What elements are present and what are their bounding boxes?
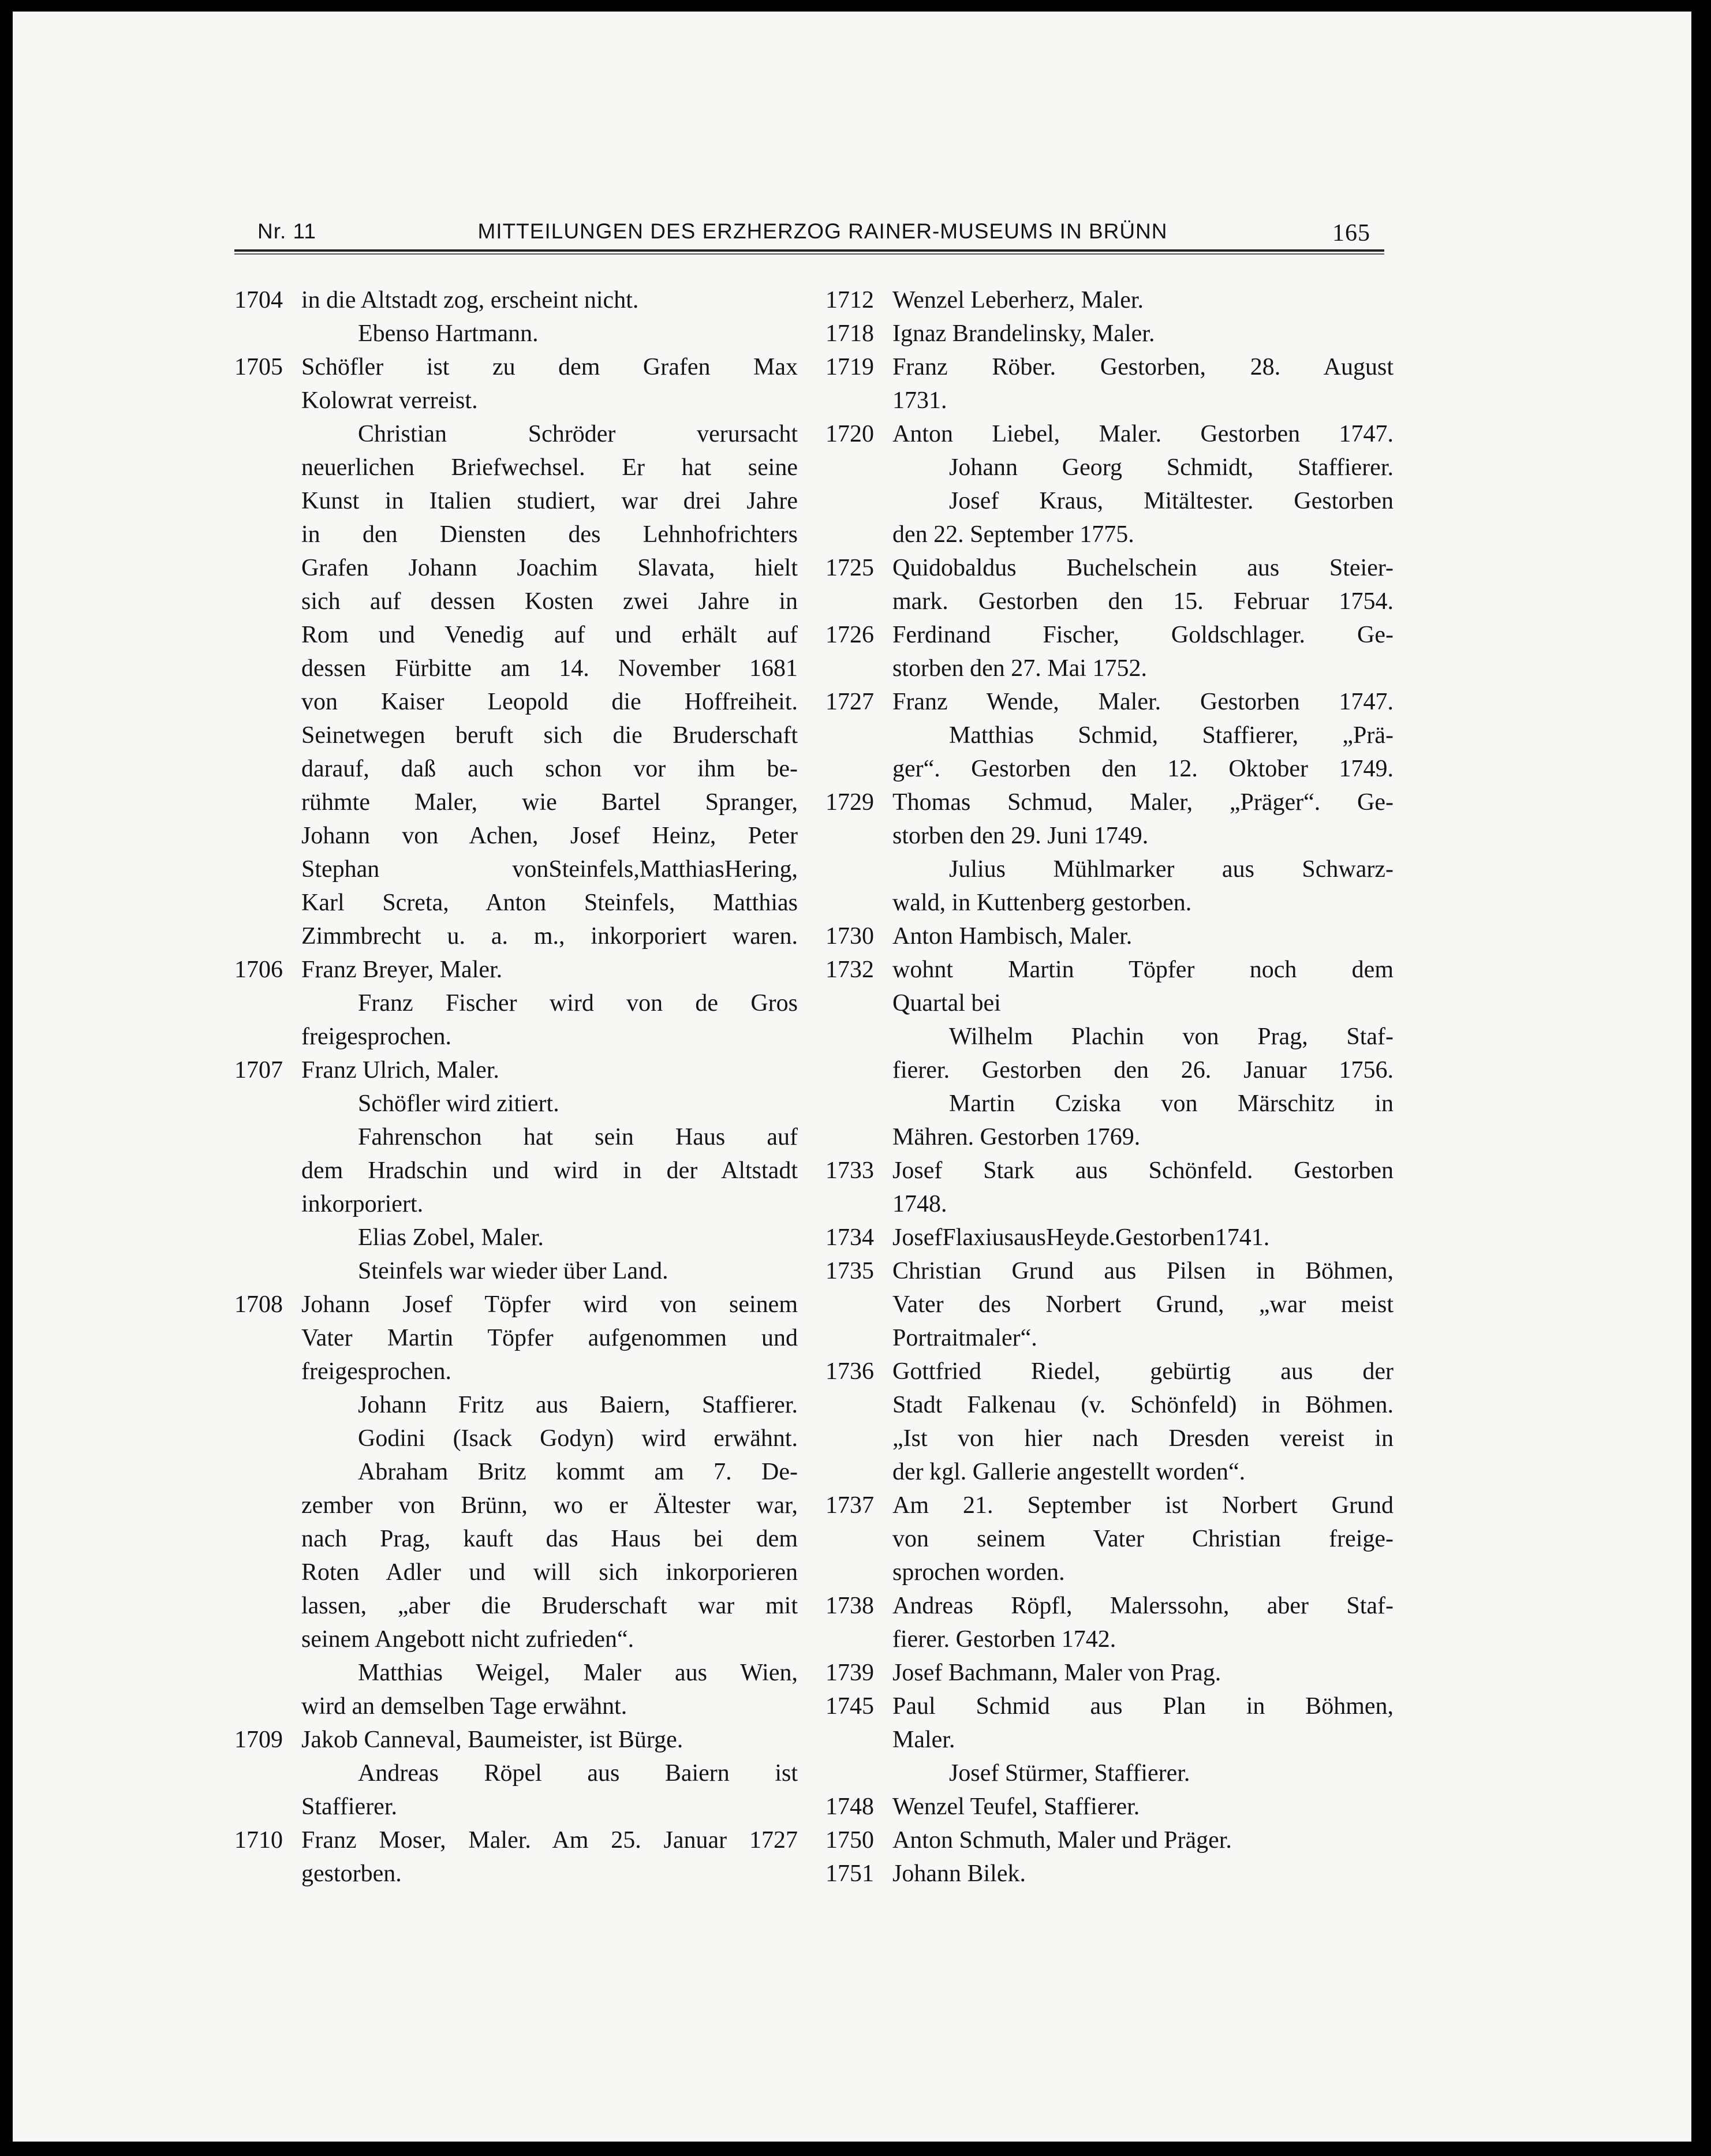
text-line xyxy=(825,551,1394,585)
text-line xyxy=(234,1020,798,1053)
text-line xyxy=(825,853,1394,886)
entry-text: Matthias Weigel, Maler aus Wien, xyxy=(358,1660,798,1686)
entry-text: Vater des Norbert Grund, „war meist xyxy=(892,1291,1394,1318)
entry-text: freigesprochen. xyxy=(301,1023,452,1050)
entry-text: neuerlichen Briefwechsel. Er hat seine xyxy=(301,454,798,481)
text-line xyxy=(825,987,1394,1020)
text-line xyxy=(825,417,1394,451)
issue-number: Nr. 11 xyxy=(257,219,316,243)
text-line xyxy=(825,484,1394,518)
text-line xyxy=(234,1824,798,1857)
text-line xyxy=(234,886,798,920)
text-line xyxy=(825,1355,1394,1388)
text-line xyxy=(234,518,798,551)
text-line xyxy=(234,685,798,719)
year-label: 1708 xyxy=(234,1291,283,1318)
text-line xyxy=(234,1656,798,1690)
text-line xyxy=(234,1556,798,1589)
year-label: 1730 xyxy=(825,923,874,950)
text-line xyxy=(825,618,1394,652)
text-line xyxy=(825,1857,1394,1890)
journal-title: MITTEILUNGEN DES ERZHERZOG RAINER-MUSEUMS IN BRÜNN xyxy=(477,219,1168,243)
entry-text: Franz Röber. Gestorben, 28. August xyxy=(892,354,1394,380)
entry-text: Quartal bei xyxy=(892,990,1001,1017)
text-line xyxy=(234,417,798,451)
entry-text: in den Diensten des Lehnhofrichters xyxy=(301,521,798,548)
text-line xyxy=(825,1053,1394,1087)
year-label: 1734 xyxy=(825,1224,874,1251)
entry-text: Christian Grund aus Pilsen in Böhmen, xyxy=(892,1258,1394,1284)
text-line xyxy=(234,384,798,417)
text-line xyxy=(234,819,798,853)
entry-text: fierer. Gestorben 1742. xyxy=(892,1626,1116,1653)
text-line xyxy=(234,350,798,384)
entry-text: Franz Ulrich, Maler. xyxy=(301,1057,499,1083)
entry-text: storben den 27. Mai 1752. xyxy=(892,655,1147,682)
year-label: 1705 xyxy=(234,354,283,380)
text-line xyxy=(825,1723,1394,1757)
year-label: 1704 xyxy=(234,287,283,313)
entry-text: Fahrenschon hat sein Haus auf xyxy=(358,1124,798,1150)
year-label: 1735 xyxy=(825,1258,874,1284)
entry-text: Ignaz Brandelinsky, Maler. xyxy=(892,320,1155,347)
text-line xyxy=(234,1321,798,1355)
entry-text: sprochen worden. xyxy=(892,1559,1065,1586)
text-line xyxy=(825,786,1394,819)
entry-text: Roten Adler und will sich inkorporieren xyxy=(301,1559,798,1586)
entry-text: mark. Gestorben den 15. Februar 1754. xyxy=(892,588,1394,615)
text-line xyxy=(825,1187,1394,1221)
entry-text: Steinfels war wieder über Land. xyxy=(358,1258,668,1284)
text-line xyxy=(234,1422,798,1455)
text-line xyxy=(825,317,1394,350)
text-line xyxy=(234,1790,798,1824)
running-header xyxy=(257,217,1388,254)
text-line xyxy=(825,350,1394,384)
text-line xyxy=(825,384,1394,417)
entry-text: rühmte Maler, wie Bartel Spranger, xyxy=(301,789,798,816)
entry-text: Martin Cziska von Märschitz in xyxy=(949,1090,1394,1117)
text-line xyxy=(825,451,1394,484)
entry-text: dem Hradschin und wird in der Altstadt xyxy=(301,1157,798,1184)
text-line xyxy=(234,953,798,987)
text-line xyxy=(825,652,1394,685)
entry-text: Franz Fischer wird von de Gros xyxy=(358,990,798,1017)
entry-text: Johann Fritz aus Baiern, Staffierer. xyxy=(358,1392,798,1418)
text-line xyxy=(825,1388,1394,1422)
text-line xyxy=(234,1690,798,1723)
text-line xyxy=(234,1489,798,1522)
text-line xyxy=(825,1656,1394,1690)
entry-text: der kgl. Gallerie angestellt worden“. xyxy=(892,1459,1246,1485)
text-line xyxy=(825,518,1394,551)
year-label: 1707 xyxy=(234,1057,283,1083)
year-label: 1709 xyxy=(234,1727,283,1753)
text-line xyxy=(234,1757,798,1790)
text-line xyxy=(825,1120,1394,1154)
text-line xyxy=(234,618,798,652)
year-label: 1712 xyxy=(825,287,874,313)
text-line xyxy=(825,752,1394,786)
year-label: 1706 xyxy=(234,956,283,983)
year-label: 1718 xyxy=(825,320,874,347)
year-label: 1726 xyxy=(825,622,874,648)
entry-text: Seinetwegen beruft sich die Bruderschaft xyxy=(301,722,798,749)
text-line xyxy=(234,551,798,585)
entry-text: Ebenso Hartmann. xyxy=(358,320,539,347)
entry-text: Franz Wende, Maler. Gestorben 1747. xyxy=(892,689,1394,715)
entry-text: Julius Mühlmarker aus Schwarz- xyxy=(949,856,1394,883)
entry-text: seinem Angebott nicht zufrieden“. xyxy=(301,1626,634,1653)
text-line xyxy=(234,1589,798,1623)
entry-text: Rom und Venedig auf und erhält auf xyxy=(301,622,798,648)
entry-text: Elias Zobel, Maler. xyxy=(358,1224,544,1251)
entry-text: nach Prag, kauft das Haus bei dem xyxy=(301,1526,798,1552)
text-line xyxy=(825,1321,1394,1355)
text-line xyxy=(825,953,1394,987)
entry-text: „Ist von hier nach Dresden vereist in xyxy=(892,1425,1394,1452)
text-line xyxy=(234,1154,798,1187)
entry-text: Portraitmaler“. xyxy=(892,1325,1037,1351)
entry-text: dessen Fürbitte am 14. November 1681 xyxy=(301,655,798,682)
entry-text: Josef Bachmann, Maler von Prag. xyxy=(892,1660,1221,1686)
year-label: 1737 xyxy=(825,1492,874,1519)
entry-text: Staffierer. xyxy=(301,1793,397,1820)
year-label: 1720 xyxy=(825,421,874,447)
text-line xyxy=(234,1053,798,1087)
page-number: 165 xyxy=(1332,220,1370,246)
entry-text: Johann Georg Schmidt, Staffierer. xyxy=(949,454,1394,481)
entry-text: wald, in Kuttenberg gestorben. xyxy=(892,890,1192,916)
text-line xyxy=(234,451,798,484)
text-line xyxy=(234,652,798,685)
entry-text: Quidobaldus Buchelschein aus Steier- xyxy=(892,555,1394,581)
text-line xyxy=(825,685,1394,719)
text-line xyxy=(825,1522,1394,1556)
text-line xyxy=(825,819,1394,853)
entry-text: Ferdinand Fischer, Goldschlager. Ge- xyxy=(892,622,1394,648)
entry-text: inkorporiert. xyxy=(301,1191,424,1217)
text-line xyxy=(234,1522,798,1556)
text-line xyxy=(234,719,798,752)
entry-text: Wenzel Teufel, Staffierer. xyxy=(892,1793,1140,1820)
year-label: 1751 xyxy=(825,1860,874,1887)
entry-text: Andreas Röpfl, Malerssohn, aber Staf- xyxy=(892,1593,1394,1619)
entry-text: Abraham Britz kommt am 7. De- xyxy=(358,1459,798,1485)
entry-text: Thomas Schmud, Maler, „Präger“. Ge- xyxy=(892,789,1394,816)
text-line xyxy=(234,1254,798,1288)
text-line xyxy=(234,853,798,886)
text-line xyxy=(234,1857,798,1890)
text-line xyxy=(234,1723,798,1757)
text-line xyxy=(234,1087,798,1120)
entry-text: Stephan vonSteinfels,MatthiasHering, xyxy=(301,856,798,883)
entry-text: Stadt Falkenau (v. Schönfeld) in Böhmen. xyxy=(892,1392,1394,1418)
entry-text: Wenzel Leberherz, Maler. xyxy=(892,287,1144,313)
text-line xyxy=(234,1187,798,1221)
text-line xyxy=(234,1455,798,1489)
entry-text: Matthias Schmid, Staffierer, „Prä- xyxy=(949,722,1394,749)
entry-text: storben den 29. Juni 1749. xyxy=(892,823,1149,849)
entry-text: Anton Liebel, Maler. Gestorben 1747. xyxy=(892,421,1394,447)
entry-text: Josef Stark aus Schönfeld. Gestorben xyxy=(892,1157,1394,1184)
entry-text: 1748. xyxy=(892,1191,947,1217)
text-line xyxy=(825,1087,1394,1120)
year-label: 1750 xyxy=(825,1827,874,1854)
text-line xyxy=(234,585,798,618)
entry-text: darauf, daß auch schon vor ihm be- xyxy=(301,756,798,782)
text-line xyxy=(234,283,798,317)
text-line xyxy=(234,484,798,518)
text-line xyxy=(825,1589,1394,1623)
entry-text: ger“. Gestorben den 12. Oktober 1749. xyxy=(892,756,1394,782)
text-line xyxy=(825,1690,1394,1723)
text-line xyxy=(825,1422,1394,1455)
year-label: 1745 xyxy=(825,1693,874,1720)
text-line xyxy=(234,752,798,786)
text-line xyxy=(825,1254,1394,1288)
year-label: 1719 xyxy=(825,354,874,380)
entry-text: den 22. September 1775. xyxy=(892,521,1134,548)
entry-text: Godini (Isack Godyn) wird erwähnt. xyxy=(358,1425,798,1452)
text-line xyxy=(825,1154,1394,1187)
entry-text: lassen, „aber die Bruderschaft war mit xyxy=(301,1593,798,1619)
text-line xyxy=(234,1623,798,1656)
year-label: 1736 xyxy=(825,1358,874,1385)
year-label: 1729 xyxy=(825,789,874,816)
entry-text: Anton Schmuth, Maler und Präger. xyxy=(892,1827,1232,1854)
year-label: 1748 xyxy=(825,1793,874,1820)
entry-text: Christian Schröder verursacht xyxy=(358,421,798,447)
entry-text: Josef Kraus, Mitältester. Gestorben xyxy=(949,488,1394,514)
entry-text: Grafen Johann Joachim Slavata, hielt xyxy=(301,555,798,581)
text-line xyxy=(825,920,1394,953)
text-line xyxy=(234,1388,798,1422)
entry-text: Schöfler wird zitiert. xyxy=(358,1090,559,1117)
text-line xyxy=(234,920,798,953)
text-line xyxy=(825,1455,1394,1489)
text-line xyxy=(825,1556,1394,1589)
entry-text: Andreas Röpel aus Baiern ist xyxy=(358,1760,798,1787)
entry-text: in die Altstadt zog, erscheint nicht. xyxy=(301,287,639,313)
entry-text: freigesprochen. xyxy=(301,1358,452,1385)
year-label: 1725 xyxy=(825,555,874,581)
year-label: 1739 xyxy=(825,1660,874,1686)
text-line xyxy=(234,1120,798,1154)
entry-text: Kolowrat verreist. xyxy=(301,387,478,414)
text-line xyxy=(825,585,1394,618)
entry-text: Paul Schmid aus Plan in Böhmen, xyxy=(892,1693,1394,1720)
text-line xyxy=(234,1355,798,1388)
text-line xyxy=(234,317,798,350)
entry-text: Johann von Achen, Josef Heinz, Peter xyxy=(301,823,798,849)
right-column xyxy=(825,283,1394,1890)
year-label: 1727 xyxy=(825,689,874,715)
text-line xyxy=(825,719,1394,752)
entry-text: Josef Stürmer, Staffierer. xyxy=(949,1760,1190,1787)
text-line xyxy=(234,987,798,1020)
entry-text: Wilhelm Plachin von Prag, Staf- xyxy=(949,1023,1394,1050)
entry-text: Kunst in Italien studiert, war drei Jahre xyxy=(301,488,798,514)
entry-text: Am 21. September ist Norbert Grund xyxy=(892,1492,1394,1519)
entry-text: 1731. xyxy=(892,387,947,414)
entry-text: Mähren. Gestorben 1769. xyxy=(892,1124,1141,1150)
entry-text: Maler. xyxy=(892,1727,955,1753)
entry-text: fierer. Gestorben den 26. Januar 1756. xyxy=(892,1057,1394,1083)
entry-text: von seinem Vater Christian freige- xyxy=(892,1526,1394,1552)
entry-text: wohnt Martin Töpfer noch dem xyxy=(892,956,1394,983)
left-column xyxy=(234,283,798,1890)
header-rule xyxy=(234,249,1384,255)
text-line xyxy=(825,1623,1394,1656)
entry-text: Vater Martin Töpfer aufgenommen und xyxy=(301,1325,798,1351)
entry-text: Jakob Canneval, Baumeister, ist Bürge. xyxy=(301,1727,683,1753)
entry-text: Franz Breyer, Maler. xyxy=(301,956,503,983)
text-line xyxy=(825,1020,1394,1053)
text-line xyxy=(825,1757,1394,1790)
entry-text: Anton Hambisch, Maler. xyxy=(892,923,1133,950)
entry-text: Schöfler ist zu dem Grafen Max xyxy=(301,354,798,380)
text-line xyxy=(825,1824,1394,1857)
entry-text: sich auf dessen Kosten zwei Jahre in xyxy=(301,588,798,615)
text-line xyxy=(234,786,798,819)
entry-text: gestorben. xyxy=(301,1860,402,1887)
entry-text: Johann Josef Töpfer wird von seinem xyxy=(301,1291,798,1318)
year-label: 1710 xyxy=(234,1827,283,1854)
entry-text: JosefFlaxiusausHeyde.Gestorben1741. xyxy=(892,1224,1270,1251)
entry-text: wird an demselben Tage erwähnt. xyxy=(301,1693,627,1720)
entry-text: Zimmbrecht u. a. m., inkorporiert waren. xyxy=(301,923,798,950)
year-label: 1733 xyxy=(825,1157,874,1184)
entry-text: Karl Screta, Anton Steinfels, Matthias xyxy=(301,890,798,916)
text-line xyxy=(234,1221,798,1254)
text-line xyxy=(234,1288,798,1321)
entry-text: von Kaiser Leopold die Hoffreiheit. xyxy=(301,689,798,715)
text-line xyxy=(825,1790,1394,1824)
text-line xyxy=(825,1489,1394,1522)
text-line xyxy=(825,283,1394,317)
text-line xyxy=(825,1288,1394,1321)
entry-text: zember von Brünn, wo er Ältester war, xyxy=(301,1492,798,1519)
text-line xyxy=(825,886,1394,920)
year-label: 1738 xyxy=(825,1593,874,1619)
year-label: 1732 xyxy=(825,956,874,983)
entry-text: Franz Moser, Maler. Am 25. Januar 1727 xyxy=(301,1827,798,1854)
text-line xyxy=(825,1221,1394,1254)
entry-text: Gottfried Riedel, gebürtig aus der xyxy=(892,1358,1394,1385)
entry-text: Johann Bilek. xyxy=(892,1860,1026,1887)
